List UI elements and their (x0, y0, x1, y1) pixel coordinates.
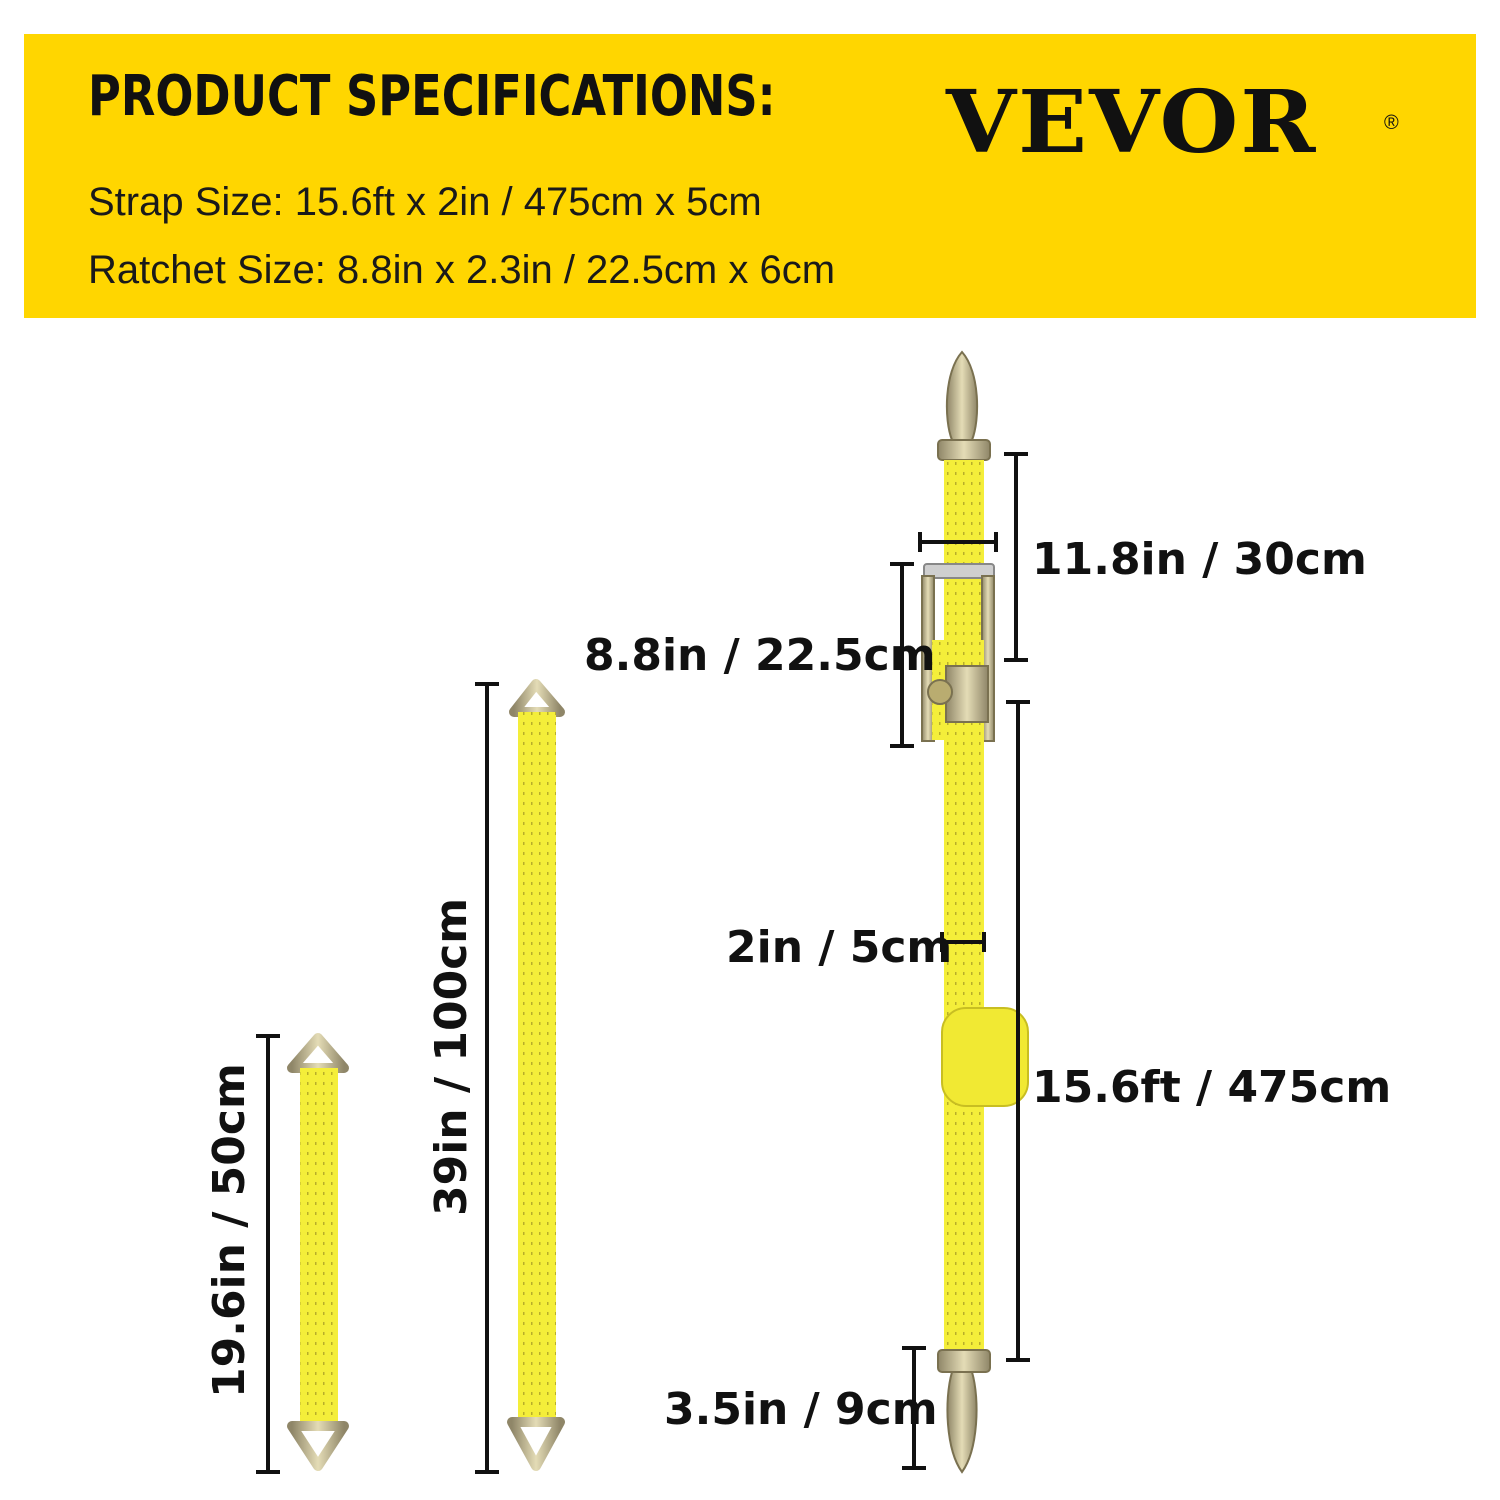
ratchet-strap (922, 352, 1028, 1472)
bottom-hook-icon (947, 1372, 976, 1472)
rolled-strap-end (942, 1008, 1028, 1106)
medium-strap (512, 684, 560, 1466)
label-medium-strap: 39in / 100cm (426, 897, 477, 1216)
brand-logo: VEVOR (946, 72, 1318, 173)
bottom-d-ring-icon (512, 1422, 560, 1466)
dim-medium-strap (475, 684, 499, 1472)
ratchet-size-spec: Ratchet Size: 8.8in x 2.3in / 22.5cm x 6cm (88, 248, 836, 292)
bottom-d-ring-icon (292, 1426, 344, 1466)
label-long-strap: 15.6ft / 475cm (1032, 1062, 1392, 1113)
strap-size-spec: Strap Size: 15.6ft x 2in / 475cm x 5cm (88, 180, 762, 224)
label-ratchet: 8.8in / 22.5cm (584, 630, 936, 681)
label-strap-width: 2in / 5cm (726, 922, 953, 973)
spec-title: PRODUCT SPECIFICATIONS: (88, 64, 776, 129)
top-webbing (944, 460, 984, 660)
top-d-ring-icon (292, 1038, 344, 1068)
top-d-ring-icon (514, 684, 560, 712)
registered-mark: ® (1384, 112, 1399, 134)
strap-webbing (518, 712, 556, 1424)
dim-top-strap (1004, 454, 1028, 660)
strap-webbing (300, 1068, 338, 1428)
short-strap (292, 1038, 344, 1466)
top-hook-icon (947, 352, 977, 440)
top-hook-bracket (938, 440, 990, 460)
bottom-hook-bracket (938, 1350, 990, 1372)
label-short-strap: 19.6in / 50cm (204, 1063, 255, 1398)
label-hook: 3.5in / 9cm (664, 1384, 938, 1435)
dim-short-strap (256, 1036, 280, 1472)
label-top-strap: 11.8in / 30cm (1032, 534, 1367, 585)
